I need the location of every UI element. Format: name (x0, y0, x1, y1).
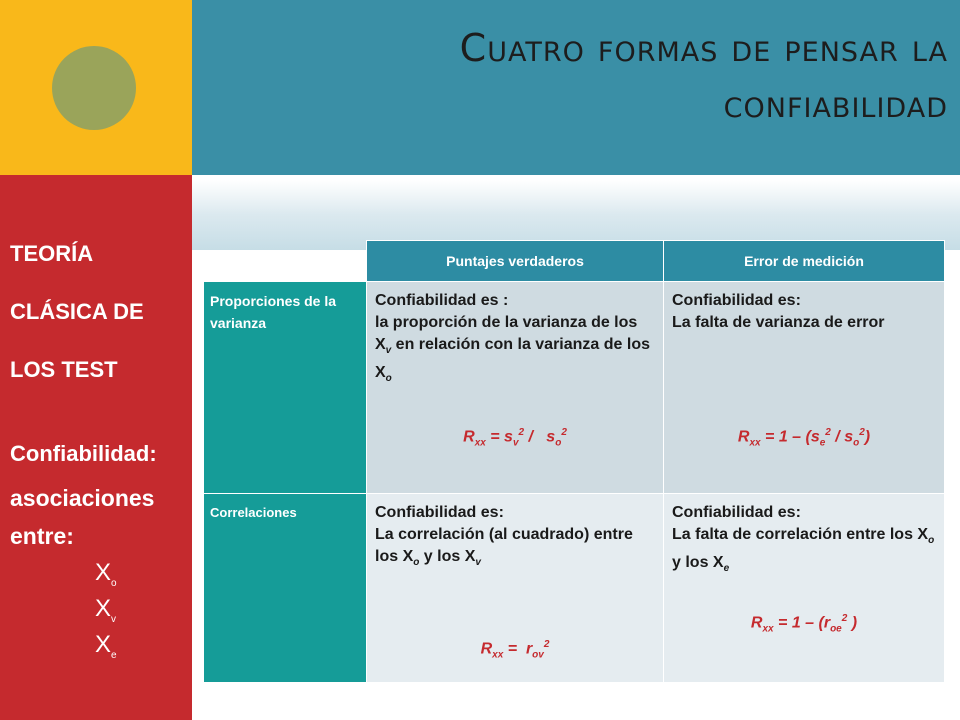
sidebar-panel (0, 175, 192, 720)
sidebar-line-2: CLÁSICA DE (10, 299, 144, 324)
cell-variance-true: Confiabilidad es : la proporción de la varianza de los $X_v$ en relación con la varianza de los $X_o$ $R_{xx} = s_v^2 / s_o^2$ (367, 282, 664, 494)
cell-correlation-error: Confiabilidad es: La falta de correlación entre los $X_o$ y los $X_e$ $R_{xx} = 1 - (r_{oe}^2$ ) (664, 494, 945, 683)
formula-correlation-true: $R_{xx} = r_{ov}^2$ (480, 639, 550, 661)
corner-block (0, 0, 192, 175)
row-label-correlation: Correlaciones (204, 494, 367, 683)
corner-cell (204, 241, 367, 282)
sidebar-line-3: LOS TEST (10, 357, 118, 382)
sidebar-line-5: asociaciones (10, 485, 155, 511)
slide-title: Cuatro formas de pensar la confiabilidad (459, 26, 948, 126)
reliability-table (203, 240, 945, 683)
var-xo: $X_o$ (95, 559, 117, 589)
sidebar-line-6: entre: (10, 523, 74, 549)
header-measurement-error: Error de medición (664, 241, 945, 282)
title-bar (192, 0, 960, 175)
header-true-scores: Puntajes verdaderos (367, 241, 664, 282)
cell-variance-error: Confiabilidad es: La falta de varianza de error $R_{xx} = 1 - (s_e^2 / s_o^2)$ (664, 282, 945, 494)
formula-variance-true: $R_{xx} = s_v^2 / s_o^2$ (463, 427, 567, 449)
decorative-circle (52, 46, 136, 130)
formula-correlation-error: $R_{xx} = 1 - (r_{oe}^2$ ) (750, 613, 858, 635)
var-xv: $X_v$ (95, 595, 117, 625)
cell-correlation-true: Confiabilidad es: La correlación (al cuadrado) entre los $X_o$ y los $X_v$ $R_{xx} = r_{ov}^2$ (367, 494, 664, 683)
sidebar-line-1: TEORÍA (10, 241, 94, 266)
row-label-variance: Proporciones de la varianza (204, 282, 367, 494)
sidebar-line-4: Confiabilidad: (10, 441, 157, 466)
formula-variance-error: $R_{xx} = 1 - (s_e^2 / s_o^2)$ (737, 427, 871, 449)
var-xe: $X_e$ (95, 631, 117, 661)
